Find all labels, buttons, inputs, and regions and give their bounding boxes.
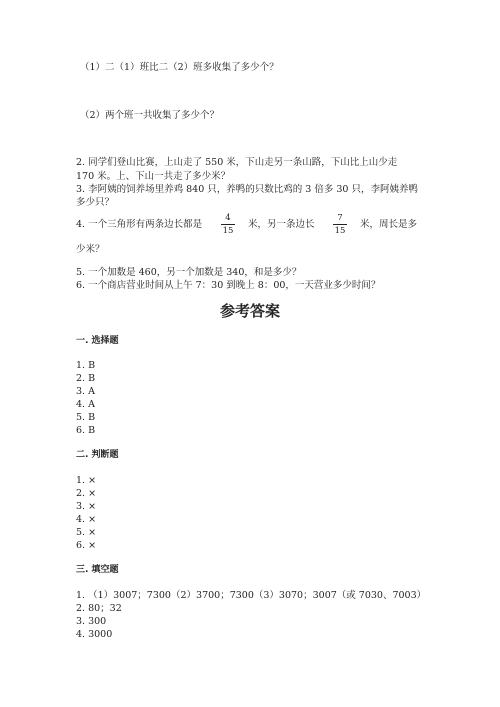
fraction-denominator: 15 — [334, 226, 346, 236]
fraction-denominator: 15 — [222, 226, 234, 236]
answer-item: 1. （1）3007；7300（2）3700；7300（3）3070；3007（或 7030、7003） — [76, 590, 427, 601]
question-4-part-1: 4. 一个三角形有两条边长都是 — [76, 219, 203, 230]
question-4-part-2: 米，另一条边长 — [248, 219, 315, 230]
answer-item: 1. × — [76, 475, 97, 486]
fraction-bar — [333, 224, 347, 225]
answer-item: 6. B — [76, 425, 96, 436]
answer-item: 4. 3000 — [76, 629, 113, 640]
question-2-line-1: 2. 同学们登山比赛，上山走了 550 米，下山走另一条山路，下山比上山少走 — [76, 157, 398, 168]
question-4-line-2: 少米？ — [76, 244, 105, 255]
question-6: 6. 一个商店营业时间从上午 7：30 到晚上 8：00，一天营业多少时间？ — [76, 280, 381, 291]
answer-item: 2. × — [76, 488, 97, 499]
fraction-numerator: 4 — [225, 213, 231, 223]
answer-item: 1. B — [76, 360, 96, 371]
question-4-part-3: 米，周长是多 — [360, 219, 418, 230]
question-5: 5. 一个加数是 460，另一个加数是 340，和是多少？ — [76, 267, 302, 278]
answer-item: 2. B — [76, 373, 96, 384]
question-3-line-2: 多少只？ — [76, 197, 115, 208]
answer-item: 5. B — [76, 412, 96, 423]
fraction-numerator: 7 — [337, 213, 343, 223]
fraction-bar — [221, 224, 235, 225]
answer-item: 3. 300 — [76, 616, 107, 627]
answer-item: 6. × — [76, 540, 97, 551]
section-heading-choice: 一. 选择题 — [76, 336, 119, 346]
section-heading-judge: 二. 判断题 — [76, 450, 119, 460]
answer-item: 3. A — [76, 386, 95, 397]
question-1-part-2: （2）两个班一共收集了多少个？ — [80, 110, 220, 121]
answer-item: 2. 80；32 — [76, 603, 122, 614]
section-heading-fill: 三. 填空题 — [76, 565, 119, 575]
answer-item: 5. × — [76, 527, 97, 538]
question-2-line-2: 170 米。上、下山一共走了多少米？ — [76, 171, 231, 182]
fraction-4-15 — [219, 213, 237, 236]
answer-item: 3. × — [76, 501, 97, 512]
fraction-7-15 — [331, 213, 349, 236]
answer-item: 4. A — [76, 399, 95, 410]
question-3-line-1: 3. 李阿姨的饲养场里养鸡 840 只，养鸭的只数比鸡的 3 倍多 30 只，李阿姨养鸭 — [76, 184, 418, 195]
answer-key-title: 参考答案 — [219, 302, 280, 320]
question-1-part-1: （1）二（1）班比二（2）班多收集了多少个？ — [80, 62, 279, 73]
answer-item: 4. × — [76, 514, 97, 525]
